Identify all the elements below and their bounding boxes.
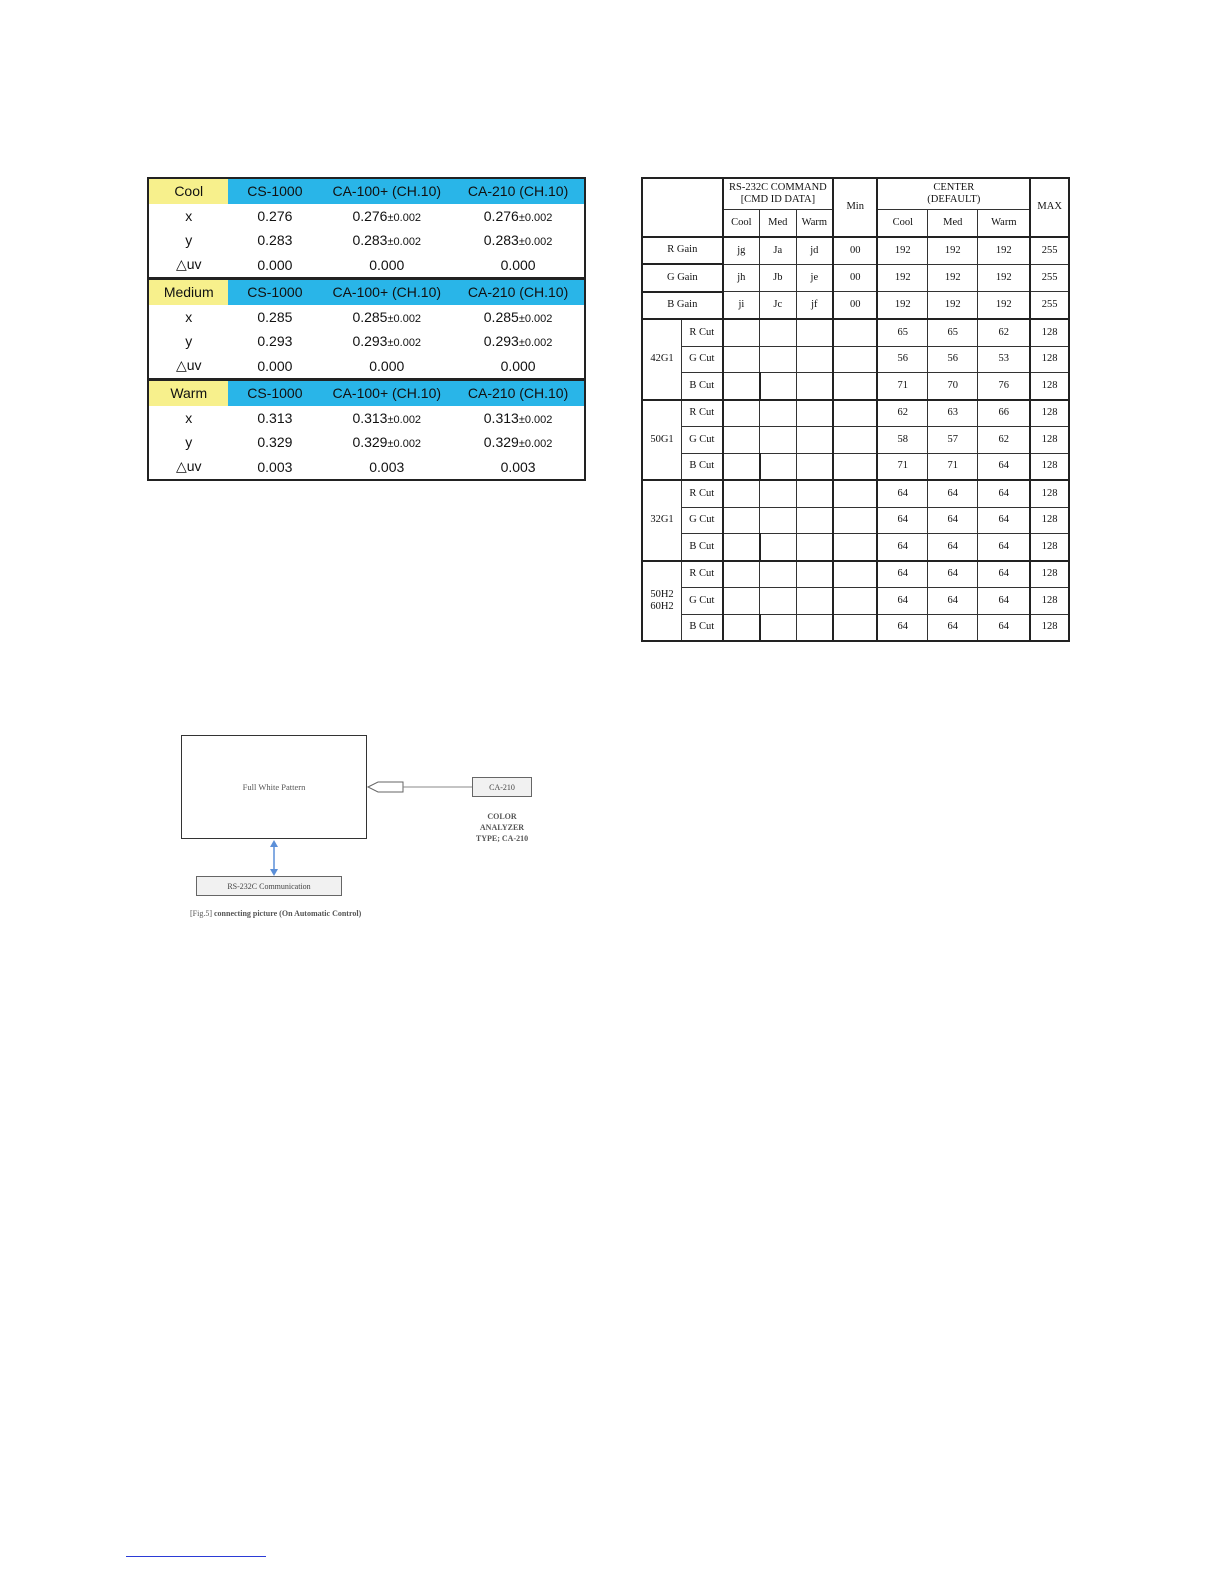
cut-row xyxy=(642,400,1069,427)
ca210-cell xyxy=(452,253,585,279)
min-empty-cell xyxy=(833,373,877,400)
center-value: 71 xyxy=(877,373,928,400)
ca100-cell xyxy=(321,329,452,354)
center-value: 58 xyxy=(877,427,928,454)
center-value: 192 xyxy=(978,292,1031,320)
ca100-value: 0.000 xyxy=(369,256,405,273)
gain-row xyxy=(642,292,1069,320)
cmd-empty-cell xyxy=(723,588,760,615)
ca210-tolerance: ±0.002 xyxy=(518,438,553,451)
cmd-empty-cell xyxy=(796,319,833,346)
color-group-header xyxy=(148,178,585,204)
analyzer-box: CA-210 xyxy=(472,777,532,797)
cmd-id-cell: je xyxy=(796,264,833,292)
center-value: 70 xyxy=(928,373,978,400)
coordinate-label: x xyxy=(185,308,193,325)
max-header: MAX xyxy=(1030,178,1069,237)
max-value: 128 xyxy=(1030,453,1069,480)
cs1000-value: 0.293 xyxy=(257,333,293,350)
cmd-id-cell: Jc xyxy=(760,292,796,320)
cut-row xyxy=(642,588,1069,615)
center-value: 64 xyxy=(877,507,928,534)
ca210-tolerance: ±0.002 xyxy=(518,312,553,325)
ca210-value: 0.003 xyxy=(500,458,536,475)
coordinate-label: x xyxy=(185,409,193,426)
cmd-id-cell: Jb xyxy=(760,264,796,292)
connection-diagram xyxy=(150,725,570,935)
cmd-empty-cell xyxy=(760,453,796,480)
instrument-header: CA-100+ (CH.10) xyxy=(321,178,452,204)
ca210-value: 0.000 xyxy=(500,357,536,374)
center-value: 62 xyxy=(978,319,1031,346)
min-value: 00 xyxy=(833,264,877,292)
min-empty-cell xyxy=(833,400,877,427)
cmd-empty-cell xyxy=(760,614,796,641)
rs232c-command-table xyxy=(641,177,1070,642)
min-empty-cell xyxy=(833,427,877,454)
center-value: 64 xyxy=(877,480,928,507)
max-value: 128 xyxy=(1030,507,1069,534)
arrow-head-down xyxy=(270,869,278,876)
color-group-header xyxy=(148,380,585,406)
center-value: 192 xyxy=(928,264,978,292)
center-value: 65 xyxy=(928,319,978,346)
max-value: 128 xyxy=(1030,319,1069,346)
coordinate-label: y xyxy=(185,333,193,350)
min-empty-cell xyxy=(833,614,877,641)
color-data-row xyxy=(148,228,585,253)
center-value: 64 xyxy=(978,561,1031,588)
min-empty-cell xyxy=(833,480,877,507)
cmd-empty-cell xyxy=(796,373,833,400)
ca210-value: 0.293 xyxy=(483,333,519,350)
ca100-tolerance: ±0.002 xyxy=(387,413,422,426)
cmd-empty-cell xyxy=(760,373,796,400)
cut-label: R Cut xyxy=(681,561,722,588)
cut-label: G Cut xyxy=(681,588,722,615)
cut-row xyxy=(642,373,1069,400)
max-value: 128 xyxy=(1030,614,1069,641)
center-sub-warm: Warm xyxy=(978,210,1031,237)
figure-caption xyxy=(190,908,450,919)
color-group-header xyxy=(148,279,585,305)
model-label: 32G1 xyxy=(642,480,681,561)
mode-label: Warm xyxy=(148,380,228,406)
ca210-cell xyxy=(452,430,585,455)
cmd-empty-cell xyxy=(796,453,833,480)
center-value: 64 xyxy=(978,453,1031,480)
ca210-cell xyxy=(452,204,585,229)
model-label: 50G1 xyxy=(642,400,681,481)
cut-label: B Cut xyxy=(681,534,722,561)
center-value: 64 xyxy=(877,534,928,561)
cs1000-value: 0.283 xyxy=(257,232,293,249)
ca100-cell xyxy=(321,430,452,455)
analyzer-caption-line1: COLOR xyxy=(487,812,517,821)
coordinate-label: △uv xyxy=(175,357,202,374)
center-value: 64 xyxy=(928,588,978,615)
cmd-empty-cell xyxy=(723,373,760,400)
cmd-empty-cell xyxy=(760,588,796,615)
ca210-value: 0.000 xyxy=(500,256,536,273)
cs1000-value: 0.276 xyxy=(257,207,293,224)
cut-label: R Cut xyxy=(681,319,722,346)
center-value: 192 xyxy=(978,237,1031,265)
max-value: 128 xyxy=(1030,346,1069,373)
cmd-empty-cell xyxy=(760,561,796,588)
cmd-id-cell: jh xyxy=(723,264,760,292)
ca100-cell xyxy=(321,253,452,279)
center-value: 192 xyxy=(877,237,928,265)
gain-row xyxy=(642,237,1069,265)
cmd-empty-cell xyxy=(760,319,796,346)
color-data-row xyxy=(148,354,585,380)
center-value: 63 xyxy=(928,400,978,427)
instrument-header: CS-1000 xyxy=(228,178,321,204)
cmd-empty-cell xyxy=(723,507,760,534)
rs232-header xyxy=(723,178,834,210)
min-empty-cell xyxy=(833,507,877,534)
max-value: 128 xyxy=(1030,400,1069,427)
ca210-tolerance: ±0.002 xyxy=(518,413,553,426)
center-sub-med: Med xyxy=(928,210,978,237)
instrument-header: CA-210 (CH.10) xyxy=(452,380,585,406)
max-value: 128 xyxy=(1030,534,1069,561)
instrument-header: CS-1000 xyxy=(228,279,321,305)
model-label: 42G1 xyxy=(642,319,681,400)
mode-label: Medium xyxy=(148,279,228,305)
instrument-header: CA-210 (CH.10) xyxy=(452,279,585,305)
figure-number: [Fig.5] xyxy=(190,909,212,918)
ca210-tolerance: ±0.002 xyxy=(518,337,553,350)
sub-header-warm: Warm xyxy=(796,210,833,237)
min-empty-cell xyxy=(833,534,877,561)
footer-link-line xyxy=(126,1556,266,1557)
center-value: 62 xyxy=(978,427,1031,454)
ca100-tolerance: ±0.002 xyxy=(387,337,422,350)
cmd-empty-cell xyxy=(723,561,760,588)
cmd-empty-cell xyxy=(723,400,760,427)
min-header: Min xyxy=(833,178,877,237)
ca210-tolerance: ±0.002 xyxy=(518,236,553,249)
coordinate-label: y xyxy=(185,434,193,451)
cut-label: B Cut xyxy=(681,453,722,480)
mode-label: Cool xyxy=(148,178,228,204)
cs1000-value: 0.003 xyxy=(257,458,293,475)
cmd-empty-cell xyxy=(796,507,833,534)
sub-header-med: Med xyxy=(760,210,796,237)
center-value: 56 xyxy=(877,346,928,373)
probe-icon xyxy=(368,782,403,792)
ca210-value: 0.313 xyxy=(483,409,519,426)
min-empty-cell xyxy=(833,453,877,480)
max-value: 255 xyxy=(1030,237,1069,265)
ca210-cell xyxy=(452,455,585,481)
center-value: 192 xyxy=(877,292,928,320)
center-value: 53 xyxy=(978,346,1031,373)
instrument-header: CS-1000 xyxy=(228,380,321,406)
cut-label: G Cut xyxy=(681,346,722,373)
ca100-value: 0.003 xyxy=(369,458,405,475)
arrow-head-up xyxy=(270,840,278,847)
ca100-tolerance: ±0.002 xyxy=(387,211,422,224)
cmd-empty-cell xyxy=(723,480,760,507)
ca100-value: 0.283 xyxy=(352,232,388,249)
gain-label: R Gain xyxy=(642,237,723,265)
min-empty-cell xyxy=(833,346,877,373)
cmd-empty-cell xyxy=(723,346,760,373)
color-data-row xyxy=(148,455,585,481)
cmd-empty-cell xyxy=(796,400,833,427)
center-value: 64 xyxy=(877,561,928,588)
center-value: 64 xyxy=(928,534,978,561)
cmd-empty-cell xyxy=(796,614,833,641)
center-value: 71 xyxy=(877,453,928,480)
cmd-id-cell: ji xyxy=(723,292,760,320)
max-value: 255 xyxy=(1030,292,1069,320)
cmd-empty-cell xyxy=(796,427,833,454)
cut-label: B Cut xyxy=(681,373,722,400)
cmd-empty-cell xyxy=(760,400,796,427)
cmd-empty-cell xyxy=(723,614,760,641)
max-value: 128 xyxy=(1030,588,1069,615)
center-value: 64 xyxy=(928,480,978,507)
ca100-value: 0.313 xyxy=(352,409,388,426)
max-value: 255 xyxy=(1030,264,1069,292)
max-value: 128 xyxy=(1030,373,1069,400)
cut-row xyxy=(642,507,1069,534)
center-value: 192 xyxy=(877,264,928,292)
center-value: 64 xyxy=(928,507,978,534)
center-value: 76 xyxy=(978,373,1031,400)
cut-row xyxy=(642,319,1069,346)
center-value: 64 xyxy=(928,561,978,588)
ca210-cell xyxy=(452,406,585,431)
ca210-cell xyxy=(452,305,585,330)
ca100-tolerance: ±0.002 xyxy=(387,438,422,451)
center-value: 64 xyxy=(928,614,978,641)
cut-row xyxy=(642,561,1069,588)
ca100-cell xyxy=(321,354,452,380)
cmd-empty-cell xyxy=(796,588,833,615)
cmd-empty-cell xyxy=(723,319,760,346)
cut-row xyxy=(642,534,1069,561)
cut-label: G Cut xyxy=(681,427,722,454)
cmd-empty-cell xyxy=(760,346,796,373)
cmd-empty-cell xyxy=(760,427,796,454)
ca100-cell xyxy=(321,204,452,229)
color-data-row xyxy=(148,406,585,431)
ca210-value: 0.276 xyxy=(483,207,519,224)
cs1000-value: 0.285 xyxy=(257,308,293,325)
center-value: 56 xyxy=(928,346,978,373)
cmd-id-cell: jg xyxy=(723,237,760,265)
cmd-id-cell: jf xyxy=(796,292,833,320)
color-data-row xyxy=(148,204,585,229)
center-value: 192 xyxy=(928,292,978,320)
coordinate-label: y xyxy=(185,232,193,249)
model-label: 50H2 60H2 xyxy=(642,561,681,642)
ca100-cell xyxy=(321,228,452,253)
cmd-id-cell: Ja xyxy=(760,237,796,265)
gain-label: G Gain xyxy=(642,264,723,292)
cut-label: G Cut xyxy=(681,507,722,534)
coordinate-label: △uv xyxy=(175,458,202,475)
cut-row xyxy=(642,453,1069,480)
ca210-cell xyxy=(452,354,585,380)
gain-label: B Gain xyxy=(642,292,723,320)
ca100-value: 0.329 xyxy=(352,434,388,451)
corner-cell xyxy=(642,178,723,237)
ca100-value: 0.276 xyxy=(352,207,388,224)
center-value: 62 xyxy=(877,400,928,427)
cmd-id-cell: jd xyxy=(796,237,833,265)
figure-caption-text: connecting picture (On Automatic Control) xyxy=(212,909,362,918)
min-empty-cell xyxy=(833,319,877,346)
cmd-empty-cell xyxy=(796,561,833,588)
ca100-value: 0.000 xyxy=(369,357,405,374)
cut-row xyxy=(642,346,1069,373)
min-value: 00 xyxy=(833,237,877,265)
cut-row xyxy=(642,427,1069,454)
ca100-tolerance: ±0.002 xyxy=(387,312,422,325)
color-data-row xyxy=(148,329,585,354)
color-data-row xyxy=(148,253,585,279)
min-value: 00 xyxy=(833,292,877,320)
analyzer-caption xyxy=(450,811,554,844)
ca210-cell xyxy=(452,228,585,253)
rs232-title: RS-232C COMMAND xyxy=(729,182,827,193)
rs232-subtitle: [CMD ID DATA] xyxy=(740,194,816,205)
center-value: 57 xyxy=(928,427,978,454)
ca210-value: 0.283 xyxy=(483,232,519,249)
max-value: 128 xyxy=(1030,480,1069,507)
cmd-empty-cell xyxy=(723,453,760,480)
cut-label: R Cut xyxy=(681,400,722,427)
instrument-header: CA-210 (CH.10) xyxy=(452,178,585,204)
ca100-cell xyxy=(321,455,452,481)
center-value: 64 xyxy=(978,534,1031,561)
center-header xyxy=(877,178,1030,210)
center-sub-cool: Cool xyxy=(877,210,928,237)
ca100-cell xyxy=(321,305,452,330)
cut-label: B Cut xyxy=(681,614,722,641)
center-value: 71 xyxy=(928,453,978,480)
ca100-tolerance: ±0.002 xyxy=(387,236,422,249)
center-title: CENTER xyxy=(933,182,975,193)
color-data-row xyxy=(148,430,585,455)
center-value: 65 xyxy=(877,319,928,346)
coordinate-label: △uv xyxy=(175,256,202,273)
sub-header-cool: Cool xyxy=(723,210,760,237)
ca210-value: 0.285 xyxy=(483,308,519,325)
max-value: 128 xyxy=(1030,427,1069,454)
max-value: 128 xyxy=(1030,561,1069,588)
center-subtitle: (DEFAULT) xyxy=(927,194,981,205)
analyzer-caption-line3: TYPE; CA-210 xyxy=(475,834,529,843)
center-value: 192 xyxy=(928,237,978,265)
color-data-row xyxy=(148,305,585,330)
display-screen xyxy=(181,735,367,839)
ca100-value: 0.293 xyxy=(352,333,388,350)
cs1000-value: 0.313 xyxy=(257,409,293,426)
min-empty-cell xyxy=(833,561,877,588)
ca100-value: 0.285 xyxy=(352,308,388,325)
center-value: 64 xyxy=(877,614,928,641)
instrument-header: CA-100+ (CH.10) xyxy=(321,279,452,305)
cs1000-value: 0.329 xyxy=(257,434,293,451)
cmd-empty-cell xyxy=(760,507,796,534)
center-value: 64 xyxy=(978,614,1031,641)
cmd-empty-cell xyxy=(796,534,833,561)
center-value: 64 xyxy=(877,588,928,615)
cmd-empty-cell xyxy=(723,534,760,561)
cmd-empty-cell xyxy=(796,346,833,373)
cs1000-value: 0.000 xyxy=(257,256,293,273)
color-coordinate-table xyxy=(147,177,586,481)
ca210-cell xyxy=(452,329,585,354)
cut-row xyxy=(642,480,1069,507)
cmd-empty-cell xyxy=(723,427,760,454)
min-empty-cell xyxy=(833,588,877,615)
cmd-empty-cell xyxy=(760,480,796,507)
ca210-tolerance: ±0.002 xyxy=(518,211,553,224)
rs232-box: RS-232C Communication xyxy=(196,876,342,896)
cmd-empty-cell xyxy=(796,480,833,507)
ca100-cell xyxy=(321,406,452,431)
instrument-header: CA-100+ (CH.10) xyxy=(321,380,452,406)
cut-row xyxy=(642,614,1069,641)
cmd-empty-cell xyxy=(760,534,796,561)
cs1000-value: 0.000 xyxy=(257,357,293,374)
analyzer-caption-line2: ANALYZER xyxy=(479,823,525,832)
center-value: 64 xyxy=(978,480,1031,507)
gain-row xyxy=(642,264,1069,292)
center-value: 192 xyxy=(978,264,1031,292)
center-value: 66 xyxy=(978,400,1031,427)
ca210-value: 0.329 xyxy=(483,434,519,451)
center-value: 64 xyxy=(978,588,1031,615)
screen-label: Full White Pattern xyxy=(242,782,306,792)
center-value: 64 xyxy=(978,507,1031,534)
coordinate-label: x xyxy=(185,207,193,224)
cut-label: R Cut xyxy=(681,480,722,507)
